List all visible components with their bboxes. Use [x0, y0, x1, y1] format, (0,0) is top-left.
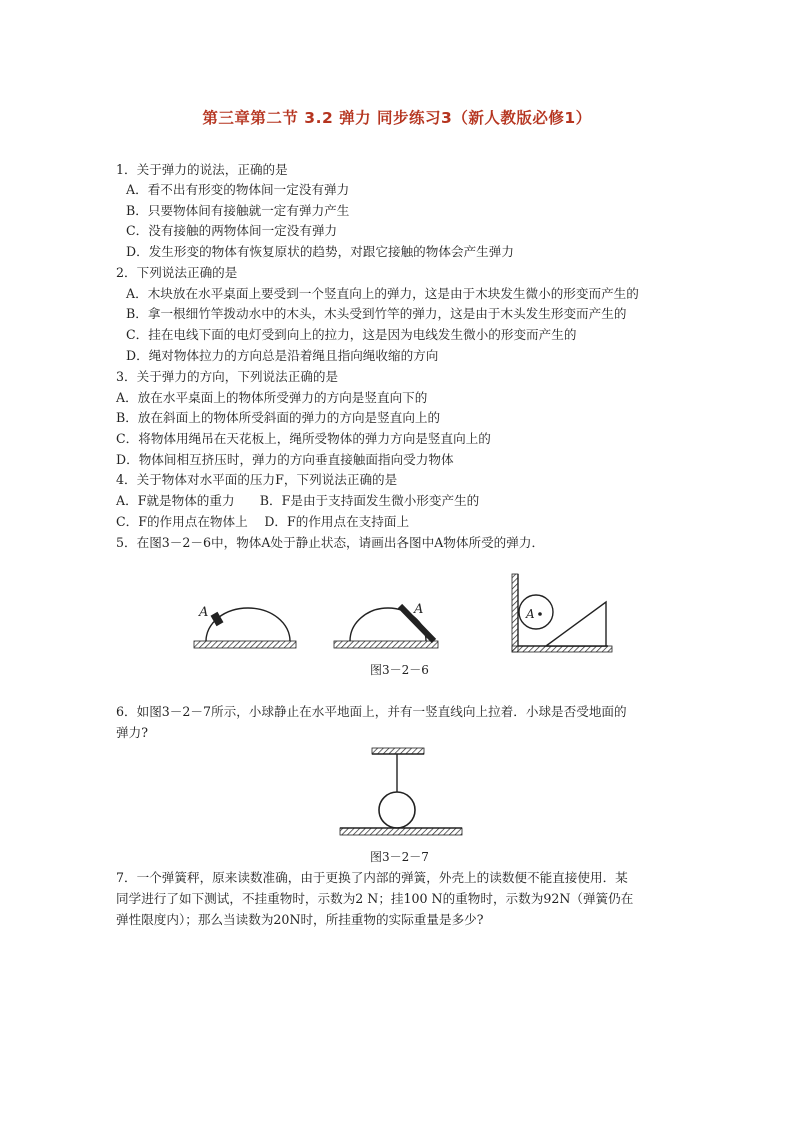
q6-line1: 6．如图3－2－7所示，小球静止在水平地面上，并有一竖直线向上拉着．小球是否受地面的 — [116, 704, 627, 719]
figure-3-2-6-b — [332, 600, 442, 652]
figure-3-2-6-c — [508, 570, 613, 655]
q3-option-d: D．物体间相互挤压时，弹力的方向垂直接触面指向受力物体 — [116, 452, 454, 467]
q6-line2: 弹力? — [116, 725, 148, 740]
figure-3-2-6-a — [190, 600, 300, 652]
q3-option-a: A．放在水平桌面上的物体所受弹力的方向是竖直向下的 — [116, 390, 428, 405]
ball-a — [519, 595, 553, 629]
q2-option-c: C．挂在电线下面的电灯受到向上的拉力，这是因为电线发生微小的形变而产生的 — [126, 327, 577, 342]
q1-stem: 1．关于弹力的说法，正确的是 — [116, 162, 288, 177]
q4-options-row2: C．F的作用点在物体上 D．F的作用点在支持面上 — [116, 514, 410, 529]
q7-line3: 弹性限度内）；那么当读数为20N时，所挂重物的实际重量是多少? — [116, 912, 484, 927]
q2-option-a: A．木块放在水平桌面上要受到一个竖直向上的弹力，这是由于木块发生微小的形变而产生的 — [126, 286, 639, 301]
ground-hatch — [334, 641, 438, 648]
q1-option-a: A．看不出有形变的物体间一定没有弹力 — [126, 182, 350, 197]
q4-stem: 4．关于物体对水平面的压力F，下列说法正确的是 — [116, 472, 398, 487]
page-title: 第三章第二节 3.2 弹力 同步练习3（新人教版必修1） — [202, 109, 592, 127]
label-a: A — [526, 607, 535, 621]
q1-option-d: D．发生形变的物体有恢复原状的趋势，对跟它接触的物体会产生弹力 — [126, 244, 514, 259]
figure-3-2-7-caption: 图3－2－7 — [370, 850, 429, 864]
ceiling-hatch — [372, 748, 424, 754]
q2-option-d: D．绳对物体拉力的方向总是沿着绳且指向绳收缩的方向 — [126, 348, 439, 363]
q3-option-b: B．放在斜面上的物体所受斜面的弹力的方向是竖直向上的 — [116, 410, 441, 425]
q1-option-c: C．没有接触的两物体间一定没有弹力 — [126, 223, 338, 238]
q1-option-b: B．只要物体间有接触就一定有弹力产生 — [126, 203, 350, 218]
q4-options-row1: A．F就是物体的重力 B．F是由于支持面发生微小形变产生的 — [116, 493, 480, 508]
wall-hatch — [512, 574, 518, 652]
q7-line1: 7．一个弹簧秤，原来读数准确，由于更换了内部的弹簧，外壳上的读数便不能直接使用．某 — [116, 870, 628, 885]
floor-hatch — [512, 646, 612, 652]
q2-stem: 2．下列说法正确的是 — [116, 265, 238, 280]
ground-hatch — [340, 828, 462, 835]
q5-stem: 5．在图3－2－6中，物体A处于静止状态，请画出各图中A物体所受的弹力． — [116, 535, 545, 550]
ball — [379, 792, 415, 828]
wedge — [546, 602, 606, 646]
ground-hatch — [194, 641, 296, 648]
q3-stem: 3．关于弹力的方向，下列说法正确的是 — [116, 369, 339, 384]
figure-3-2-6-caption: 图3－2－6 — [370, 663, 429, 677]
figure-3-2-7 — [336, 744, 466, 844]
label-a: A — [414, 602, 424, 617]
label-a: A — [199, 605, 209, 620]
q7-line2: 同学进行了如下测试，不挂重物时，示数为2 N；挂100 N的重物时，示数为92N（弹簧仍在 — [116, 891, 634, 906]
q2-option-b: B．拿一根细竹竿拨动水中的木头，木头受到竹竿的弹力，这是由于木头发生形变而产生的 — [126, 306, 627, 321]
q3-option-c: C．将物体用绳吊在天花板上，绳所受物体的弹力方向是竖直向上的 — [116, 431, 491, 446]
